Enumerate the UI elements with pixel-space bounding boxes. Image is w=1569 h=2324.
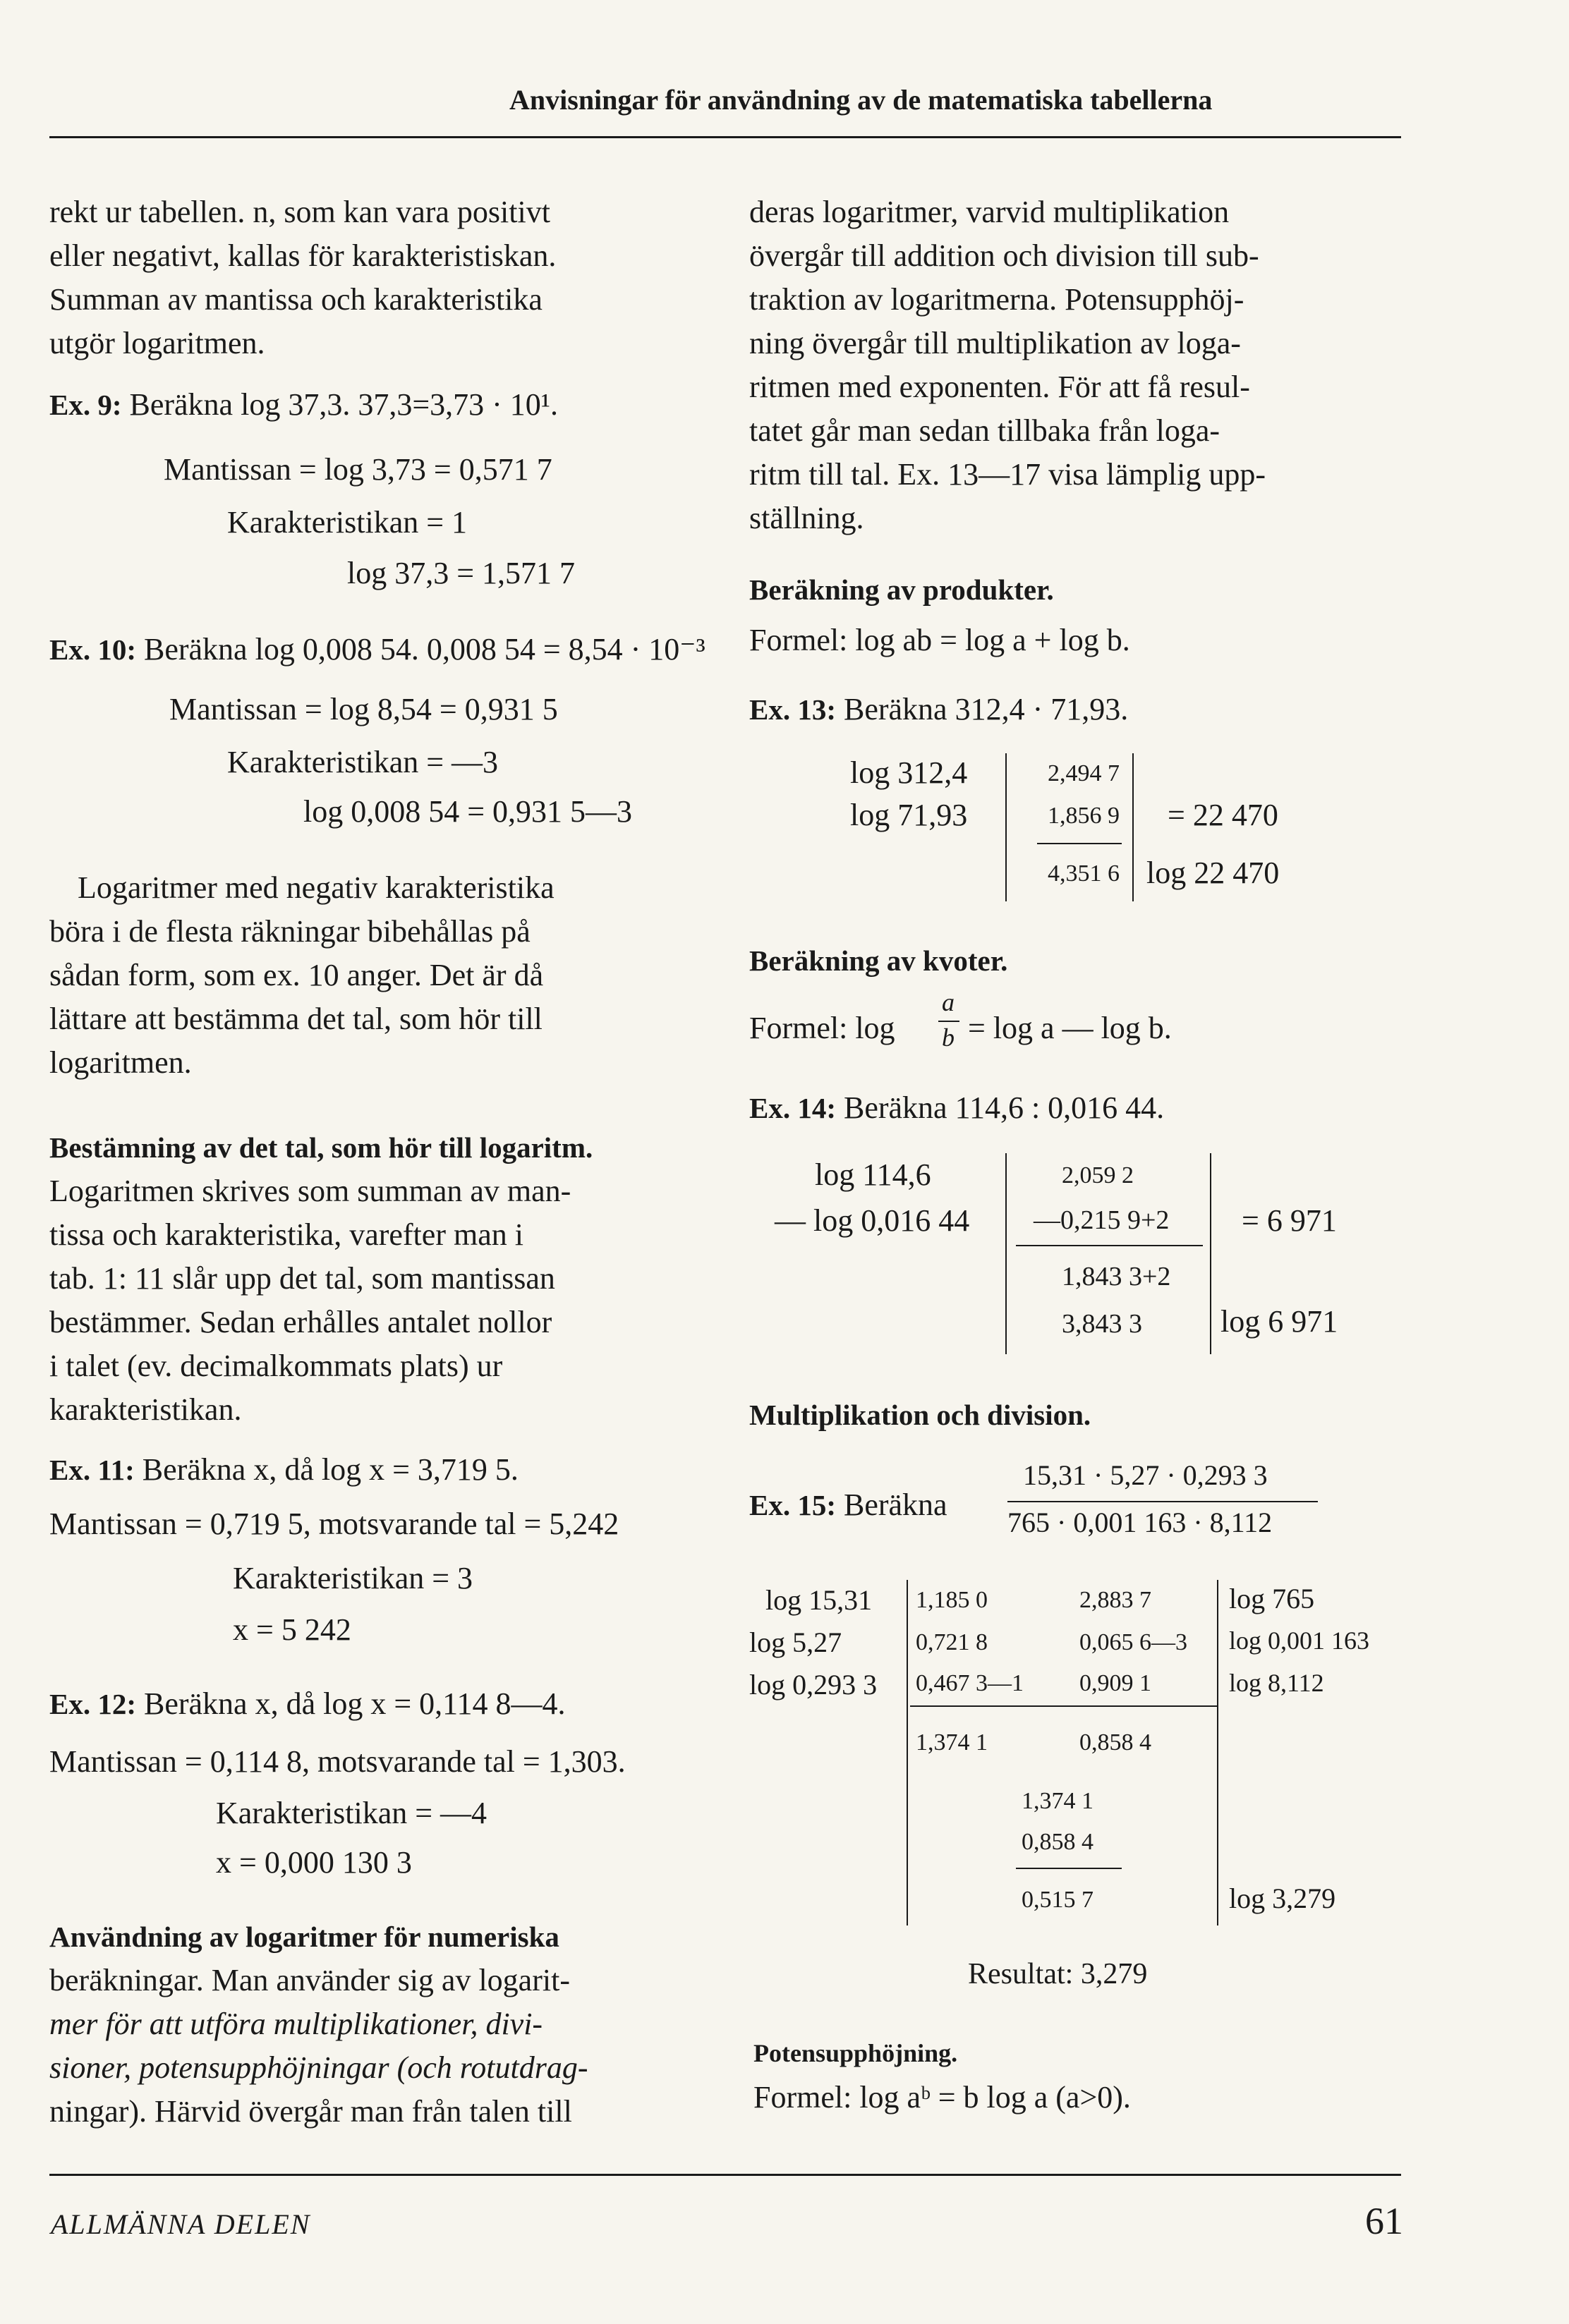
text-line: tissa och karakteristika, varefter man i: [49, 1217, 523, 1252]
ex11-line4: x = 5 242: [233, 1612, 351, 1647]
text-line: ning övergår till multiplikation av loga-: [749, 326, 1241, 360]
ex14-r2c: = 6 971: [1242, 1203, 1337, 1238]
page-number: 61: [1365, 2200, 1403, 2242]
ex15-c1-2: log 0,293 3: [749, 1669, 878, 1701]
ex14-divider: [1210, 1153, 1211, 1354]
ex14-r1a: log 114,6: [815, 1157, 931, 1192]
footer-rule: [49, 2174, 1401, 2176]
formula-products: Formel: log ab = log a + log b.: [749, 623, 1130, 657]
ex9-line4: log 37,3 = 1,571 7: [347, 556, 576, 590]
text-line: lättare att bestämma det tal, som hör till: [49, 1002, 543, 1036]
heading-multdiv: Multiplikation och division.: [749, 1399, 1091, 1431]
text-line: övergår till addition och division till sub-: [749, 238, 1259, 273]
ex11-label: Ex. 11:: [49, 1454, 135, 1486]
text-line: böra i de flesta räkningar bibehållas på: [49, 914, 531, 949]
ex10-line2: Mantissan = log 8,54 = 0,931 5: [169, 692, 558, 726]
ex14-r4b: 3,843 3: [1062, 1309, 1142, 1339]
ex13-r2b: 1,856 9: [1048, 803, 1120, 829]
ex15-denominator: 765 · 0,001 163 · 8,112: [1007, 1507, 1273, 1538]
text-line: bestämmer. Sedan erhålles antalet nollor: [49, 1305, 552, 1339]
text-line: sådan form, som ex. 10 anger. Det är då: [49, 958, 544, 992]
text-line: sioner, potensupphöjningar (och rotutdrag-: [49, 2050, 588, 2085]
text-line: rekt ur tabellen. n, som kan vara positivt: [49, 195, 550, 229]
ex9-line1: [49, 387, 558, 422]
ex15-c1-0: log 15,31: [765, 1584, 873, 1616]
text-line: utgör logaritmen.: [49, 326, 265, 360]
ex10-text: Beräkna log 0,008 54. 0,008 54 = 8,54 · 10⁻³: [144, 632, 705, 667]
right-paragraph: [749, 190, 1405, 540]
text-line: eller negativt, kallas för karakteristiskan.: [49, 238, 557, 273]
ex11-line3: Karakteristikan = 3: [233, 1561, 473, 1595]
ex14-r3b: 1,843 3+2: [1062, 1262, 1171, 1291]
text-line: ningar). Härvid övergår man från talen till: [49, 2094, 572, 2129]
ex13-line1: [749, 691, 1128, 727]
ex12-text: Beräkna x, då log x = 0,114 8—4.: [144, 1686, 566, 1721]
ex15-c3-0: 2,883 7: [1079, 1587, 1151, 1613]
formula-quotients: [749, 1010, 895, 1046]
fraction-bar: [938, 1021, 959, 1022]
ex13-r3c: log 22 470: [1146, 856, 1280, 890]
ex15-c3-3: 0,858 4: [1079, 1729, 1151, 1756]
heading-quotients: Beräkning av kvoter.: [749, 944, 1008, 977]
ex12-line1: [49, 1686, 566, 1722]
ex13-r1b: 2,494 7: [1048, 760, 1120, 786]
text-line: Summan av mantissa och karakteristika: [49, 282, 543, 317]
formula-post: = log a — log b.: [968, 1011, 1172, 1045]
text-line: Användning av logaritmer för numeriska: [49, 1921, 559, 1953]
ex15-result: Resultat: 3,279: [968, 1958, 1148, 1990]
ex10-line3: Karakteristikan = —3: [227, 745, 499, 779]
ex9-text: Beräkna log 37,3. 37,3=3,73 · 10¹.: [129, 387, 558, 422]
ex15-c2-0: 1,185 0: [916, 1587, 988, 1613]
text-line: karakteristikan.: [49, 1392, 242, 1427]
ex14-sum-line: [1016, 1245, 1203, 1246]
ex14-r4c: log 6 971: [1220, 1304, 1338, 1339]
ex12-line3: Karakteristikan = —4: [216, 1796, 487, 1830]
ex13-sum-line: [1037, 843, 1122, 844]
ex13-divider: [1005, 753, 1007, 901]
ex15-c3-1: 0,065 6—3: [1079, 1629, 1187, 1655]
ex12-line2: Mantissan = 0,114 8, motsvarande tal = 1,303.: [49, 1744, 626, 1779]
ex15-sub1: 1,374 1: [1022, 1788, 1094, 1814]
ex14-label: Ex. 14:: [749, 1092, 836, 1124]
text-line: traktion av logaritmerna. Potensupphöj-: [749, 282, 1244, 317]
text-line: Logaritmer med negativ karakteristika: [78, 870, 555, 905]
text-line: mer för att utföra multiplikationer, divi-: [49, 2007, 543, 2041]
ex15-line1: [749, 1487, 947, 1523]
paragraph-negative: [49, 866, 705, 1085]
ex14-divider: [1005, 1153, 1007, 1354]
text-line: ritm till tal. Ex. 13—17 visa lämplig upp-: [749, 457, 1266, 492]
heading-power: Potensupphöjning.: [753, 2039, 958, 2067]
ex14-r2b: —0,215 9+2: [1034, 1205, 1170, 1235]
text-line: deras logaritmer, varvid multiplikation: [749, 195, 1230, 229]
ex10-label: Ex. 10:: [49, 633, 136, 666]
ex14-line1: [749, 1090, 1164, 1126]
ex13-text: Beräkna 312,4 · 71,93.: [844, 692, 1129, 726]
ex15-c1-1: log 5,27: [749, 1626, 842, 1658]
ex15-c2-3: 1,374 1: [916, 1729, 988, 1756]
ex13-label: Ex. 13:: [749, 693, 836, 726]
ex15-res-log: log 3,279: [1229, 1882, 1336, 1914]
ex14-r1b: 2,059 2: [1062, 1162, 1134, 1188]
ex15-c4-1: log 0,001 163: [1229, 1626, 1370, 1655]
text-line: Logaritmen skrives som summan av man-: [49, 1174, 571, 1208]
paragraph-mantissa: [49, 190, 705, 365]
ex9-label: Ex. 9:: [49, 389, 122, 421]
left-column: [49, 190, 705, 365]
running-header: Anvisningar för användning av de matematiska tabellerna: [509, 84, 1213, 116]
ex13-r1a: log 312,4: [850, 755, 968, 790]
header-rule: [49, 136, 1401, 138]
ex13-divider: [1132, 753, 1134, 901]
ex15-c2-2: 0,467 3—1: [916, 1670, 1024, 1696]
ex15-c2-1: 0,721 8: [916, 1629, 988, 1655]
ex15-sub2: 0,858 4: [1022, 1829, 1094, 1855]
ex12-label: Ex. 12:: [49, 1688, 136, 1720]
ex15-text: Beräkna: [844, 1488, 947, 1522]
formula-power: Formel: log aᵇ = b log a (a>0).: [753, 2080, 1131, 2115]
ex13-r2a: log 71,93: [850, 798, 968, 832]
ex11-line1: [49, 1452, 519, 1488]
text-line: beräkningar. Man använder sig av logarit-: [49, 1963, 570, 1997]
text-line: tatet går man sedan tillbaka från loga-: [749, 413, 1220, 448]
text-line: ritmen med exponenten. För att få resul-: [749, 370, 1250, 404]
ex15-divider: [907, 1580, 908, 1925]
ex14-text: Beräkna 114,6 : 0,016 44.: [844, 1090, 1165, 1125]
ex15-label: Ex. 15:: [749, 1489, 836, 1521]
heading-products: Beräkning av produkter.: [749, 573, 1054, 606]
ex15-sum-line: [910, 1705, 1217, 1707]
ex11-text: Beräkna x, då log x = 3,719 5.: [142, 1452, 519, 1487]
ex9-line3: Karakteristikan = 1: [227, 505, 468, 540]
fraction-numerator: a: [942, 988, 955, 1016]
ex15-divider: [1217, 1580, 1218, 1925]
fraction-denominator: b: [942, 1023, 955, 1052]
section-heading: Bestämning av det tal, som hör till logaritm.: [49, 1131, 593, 1164]
ex10-line1: [49, 631, 705, 667]
ex15-sub3: 0,515 7: [1022, 1887, 1094, 1913]
ex15-fraction-bar: [1007, 1501, 1318, 1502]
text-line: tab. 1: 11 slår upp det tal, som mantissan: [49, 1261, 555, 1296]
ex13-r3b: 4,351 6: [1048, 860, 1120, 887]
section-determination: [49, 1126, 713, 1432]
footer-section: ALLMÄNNA DELEN: [51, 2208, 311, 2240]
text-line: i talet (ev. decimalkommats plats) ur: [49, 1349, 503, 1383]
text-line: logaritmen.: [49, 1045, 192, 1080]
ex13-r2c: = 22 470: [1168, 798, 1278, 832]
ex11-line2: Mantissan = 0,719 5, motsvarande tal = 5,242: [49, 1507, 619, 1541]
ex15-diff-line: [1016, 1868, 1122, 1869]
ex14-r2a: — log 0,016 44: [775, 1203, 970, 1238]
ex10-line4: log 0,008 54 = 0,931 5—3: [303, 794, 633, 829]
ex12-line4: x = 0,000 130 3: [216, 1845, 412, 1880]
formula-pre: Formel: log: [749, 1011, 895, 1045]
ex9-line2: Mantissan = log 3,73 = 0,571 7: [164, 452, 552, 487]
ex15-c4-2: log 8,112: [1229, 1669, 1324, 1697]
ex15-c4-0: log 765: [1229, 1583, 1315, 1614]
text-line: ställning.: [749, 501, 864, 535]
ex15-c3-2: 0,909 1: [1079, 1670, 1151, 1696]
paragraph-usage: [49, 1915, 705, 2134]
ex15-numerator: 15,31 · 5,27 · 0,293 3: [1023, 1459, 1268, 1491]
